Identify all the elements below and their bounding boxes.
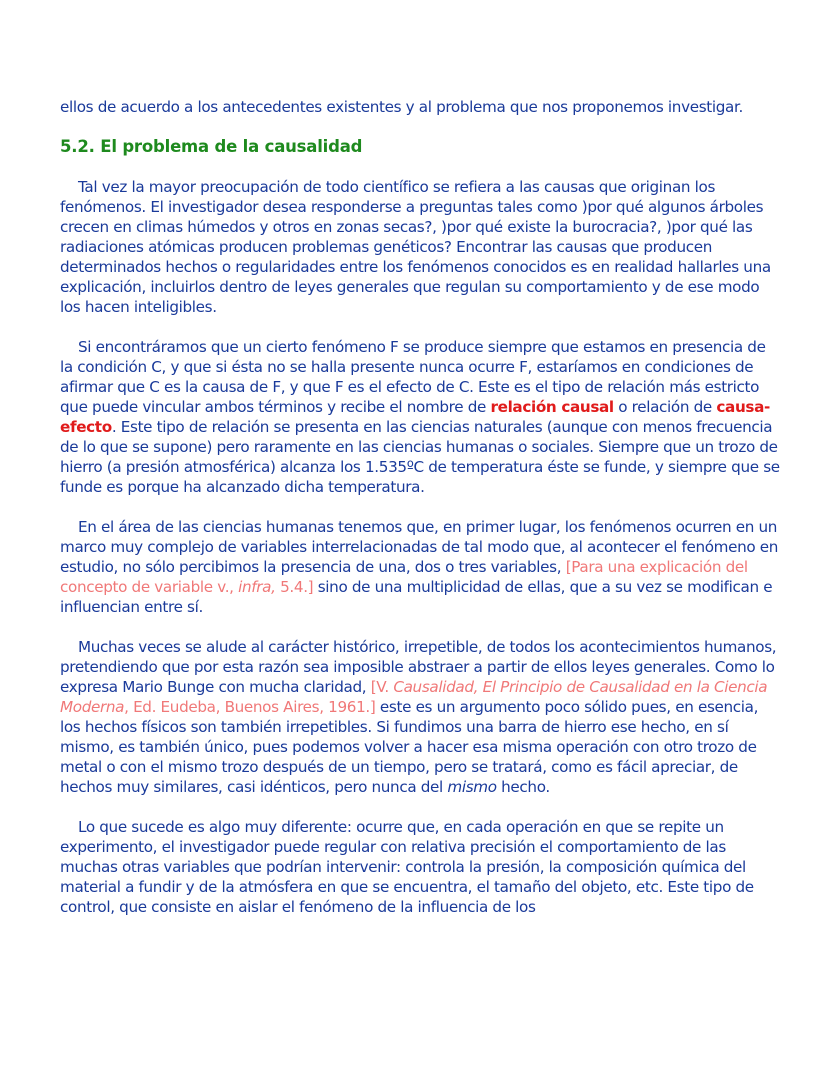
intro-paragraph: ellos de acuerdo a los antecedentes existentes y al problema que nos proponemos investigar.: [60, 98, 743, 116]
paragraph-bunge: [60, 637, 780, 797]
term-causal-relation: relación causal: [490, 398, 614, 416]
emphasis-word: mismo: [447, 778, 497, 796]
paragraph-experiment: Lo que sucede es algo muy diferente: ocurre que, en cada operación en que se repite un experimento, el investigador puede regular con relativa precisión el comportamiento de las muchas otras variables que podrían intervenir: controla la presión, la composición química del material a fundir y de la atmósfera en que se encuentra, el tamaño del objeto, etc. Este tipo de control, que consiste en aislar el fenómeno de la influencia de los: [60, 818, 754, 916]
reference-variable-link[interactable]: [Para una explicación del concepto de variable v., infra, 5.4.]: [60, 558, 748, 596]
paragraph-text: hecho.: [496, 778, 550, 796]
paragraph-text: Muchas veces se alude al carácter histórico, irrepetible, de todos los acontecimientos humanos, pretendiendo que por esta razón sea imposible abstraer a partir de ellos leyes generales. Como lo expresa Mario Bunge con mucha claridad,: [60, 638, 777, 696]
term-cause-effect: causa-efecto: [60, 398, 770, 436]
paragraph-causal-relation: [60, 337, 780, 497]
paragraph-human-sciences: [60, 517, 780, 617]
paragraph-text: Si encontráramos que un cierto fenómeno F se produce siempre que estamos en presencia de la condición C, y que si ésta no se halla presente nunca ocurre F, estaríamos en condiciones de afirmar que C es la causa de F, y que F es el efecto de C. Este es el tipo de relación más estricto que puede vincular ambos términos y recibe el nombre de: [60, 338, 766, 416]
paragraph-text: sino de una multiplicidad de ellas, que a su vez se modifican e influencian entre sí.: [60, 578, 773, 616]
paragraph-text: . Este tipo de relación se presenta en las ciencias naturales (aunque con menos frecuencia de lo que se supone) pero raramente en las ciencias humanas o sociales. Siempre que un trozo de hierro (a presión atmosférica) alcanza los 1.535ºC de temperatura éste se funde, y siempre que se funde es porque ha alcanzado dicha temperatura.: [60, 418, 780, 496]
paragraph-causes: Tal vez la mayor preocupación de todo científico se refiera a las causas que originan los fenómenos. El investigador desea responderse a preguntas tales como )por qué algunos árboles crecen en climas húmedos y otros en zonas secas?, )por qué existe la burocracia?, )por qué las radiaciones atómicas producen problemas genéticos? Encontrar las causas que producen determinados hechos o regularidades entre los fenómenos conocidos es en realidad hallarles una explicación, incluirlos dentro de leyes generales que regulan su comportamiento y de ese modo los hacen inteligibles.: [60, 178, 771, 316]
reference-bunge-link[interactable]: [V. Causalidad, El Principio de Causalidad en la Ciencia Moderna, Ed. Eudeba, Buenos Aires, 1961.]: [60, 678, 768, 716]
paragraph-text: En el área de las ciencias humanas tenemos que, en primer lugar, los fenómenos ocurren en un marco muy complejo de variables interrelacionadas de tal modo que, al acontecer el fenómeno en estudio, no sólo percibimos la presencia de una, dos o tres variables,: [60, 518, 779, 576]
section-heading: 5.2. El problema de la causalidad: [60, 137, 363, 156]
paragraph-text: o relación de: [613, 398, 717, 416]
paragraph-text: este es un argumento poco sólido pues, en esencia, los hechos físicos son también irrepetibles. Si fundimos una barra de hierro ese hecho, en sí mismo, es también único, pues podemos volver a hacer esa misma operación con otro trozo de metal o con el mismo trozo después de un tiempo, pero se tratará, como es fácil apreciar, de hechos muy similares, casi idénticos, pero nunca del: [60, 698, 759, 796]
